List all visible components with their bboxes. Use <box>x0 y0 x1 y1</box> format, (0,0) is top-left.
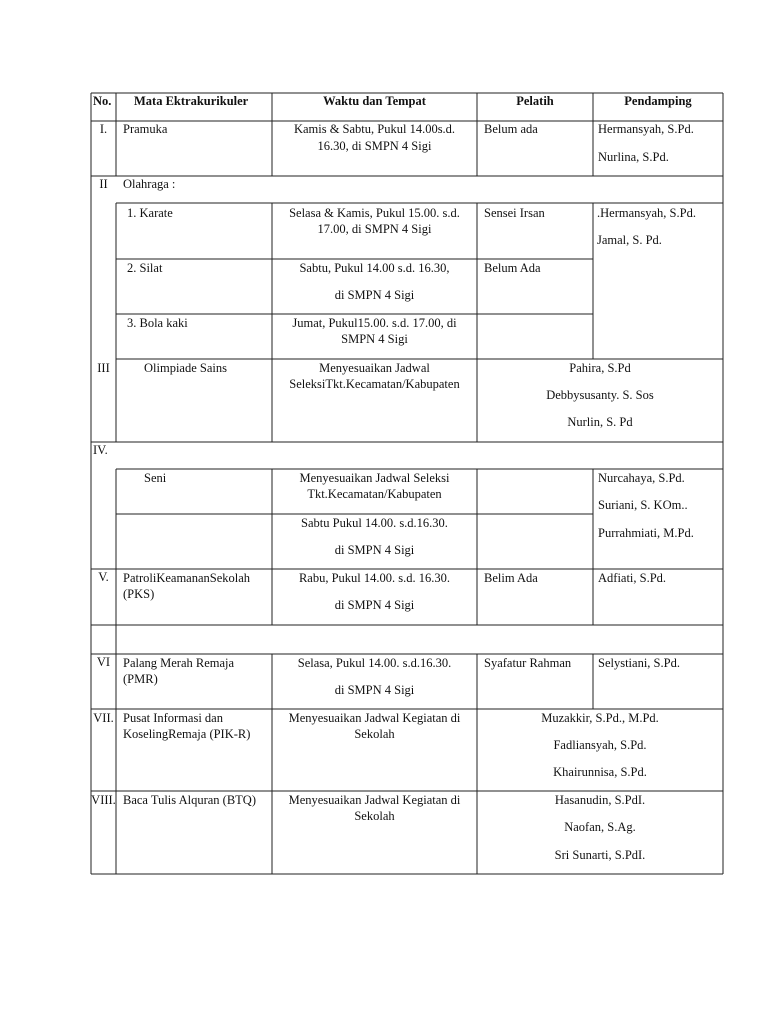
time-line: Kamis & Sabtu, Pukul 14.00s.d. <box>293 122 456 136</box>
time-line: Selasa, Pukul 14.00. s.d.16.30. <box>297 656 452 670</box>
sub-activity-name: 2. Silat <box>127 261 163 275</box>
pelatih-name: Sensei Irsan <box>484 206 545 220</box>
pendamping-name: .Hermansyah, S.Pd. <box>597 206 696 220</box>
activity-name: Olahraga : <box>123 177 176 191</box>
activity-name: KoselingRemaja (PIK-R) <box>123 727 251 741</box>
time-line: Rabu, Pukul 14.00. s.d. 16.30. <box>298 571 451 585</box>
row-number: V. <box>98 570 109 584</box>
row-number: IV. <box>93 443 108 457</box>
person-name: Debbysusanty. S. Sos <box>546 388 654 402</box>
time-line: SeleksiTkt.Kecamatan/Kabupaten <box>289 377 460 391</box>
person-name: Naofan, S.Ag. <box>564 820 636 834</box>
row-number: VII. <box>93 711 114 725</box>
time-line: Tkt.Kecamatan/Kabupaten <box>307 487 442 501</box>
activity-name: Olimpiade Sains <box>144 361 227 375</box>
person-name: Khairunnisa, S.Pd. <box>553 765 647 779</box>
pelatih-name: Belum Ada <box>484 261 541 275</box>
time-line: Menyesuaikan Jadwal Kegiatan di <box>288 793 461 807</box>
time-line: Menyesuaikan Jadwal Seleksi <box>299 471 450 485</box>
pendamping-name: Adfiati, S.Pd. <box>598 571 667 585</box>
pelatih-name: Belum ada <box>484 122 538 136</box>
time-line: di SMPN 4 Sigi <box>334 288 415 302</box>
time-line: Sekolah <box>354 727 395 741</box>
row-number: VIII. <box>91 793 116 807</box>
pendamping-name: Selystiani, S.Pd. <box>598 656 680 670</box>
activity-name: (PMR) <box>123 672 158 686</box>
time-line: Menyesuaikan Jadwal <box>319 361 430 375</box>
person-name: Sri Sunarti, S.PdI. <box>554 848 646 862</box>
pendamping-name: Hermansyah, S.Pd. <box>598 122 694 136</box>
person-name: Hasanudin, S.PdI. <box>554 793 646 807</box>
activity-name: PatroliKeamananSekolah <box>123 571 251 585</box>
time-line: 17.00, di SMPN 4 Sigi <box>317 222 432 236</box>
pendamping-name: Nurlina, S.Pd. <box>598 150 669 164</box>
pendamping-name: Purrahmiati, M.Pd. <box>598 526 694 540</box>
time-line: SMPN 4 Sigi <box>341 332 408 346</box>
time-line: Sabtu, Pukul 14.00 s.d. 16.30, <box>299 261 450 275</box>
row-number: VI <box>96 655 111 669</box>
activity-name: Pusat Informasi dan <box>123 711 223 725</box>
pendamping-name: Nurcahaya, S.Pd. <box>598 471 685 485</box>
person-name: Fadliansyah, S.Pd. <box>553 738 647 752</box>
activity-name: (PKS) <box>123 587 155 601</box>
activity-name: Palang Merah Remaja <box>123 656 235 670</box>
time-line: Jumat, Pukul15.00. s.d. 17.00, di <box>292 316 457 330</box>
pendamping-name: Suriani, S. KOm.. <box>598 498 688 512</box>
header-pelatih: Pelatih <box>516 94 554 108</box>
sub-activity-name: 1. Karate <box>127 206 173 220</box>
header-waktu: Waktu dan Tempat <box>323 94 426 108</box>
row-number: III <box>97 361 110 375</box>
header-mata: Mata Ektrakurikuler <box>134 94 249 108</box>
person-name: Pahira, S.Pd <box>569 361 631 375</box>
time-line: di SMPN 4 Sigi <box>334 598 415 612</box>
person-name: Muzakkir, S.Pd., M.Pd. <box>541 711 659 725</box>
activity-name: Baca Tulis Alquran (BTQ) <box>123 793 256 807</box>
header-pendamping: Pendamping <box>624 94 692 108</box>
header-no: No. <box>93 94 112 108</box>
sub-activity-name: 3. Bola kaki <box>127 316 188 330</box>
time-line: Sekolah <box>354 809 395 823</box>
person-name: Nurlin, S. Pd <box>567 415 633 429</box>
activity-name: Seni <box>144 471 167 485</box>
time-line: di SMPN 4 Sigi <box>334 683 415 697</box>
pendamping-name: Jamal, S. Pd. <box>597 233 662 247</box>
activity-name: Pramuka <box>123 122 168 136</box>
pelatih-name: Belim Ada <box>484 571 538 585</box>
pelatih-name: Syafatur Rahman <box>484 656 572 670</box>
row-number: I. <box>99 122 108 136</box>
time-line: 16.30, di SMPN 4 Sigi <box>317 139 432 153</box>
time-line: Menyesuaikan Jadwal Kegiatan di <box>288 711 461 725</box>
time-line: Sabtu Pukul 14.00. s.d.16.30. <box>301 516 448 530</box>
time-line: di SMPN 4 Sigi <box>334 543 415 557</box>
row-number: II <box>99 177 108 191</box>
time-line: Selasa & Kamis, Pukul 15.00. s.d. <box>289 206 460 220</box>
